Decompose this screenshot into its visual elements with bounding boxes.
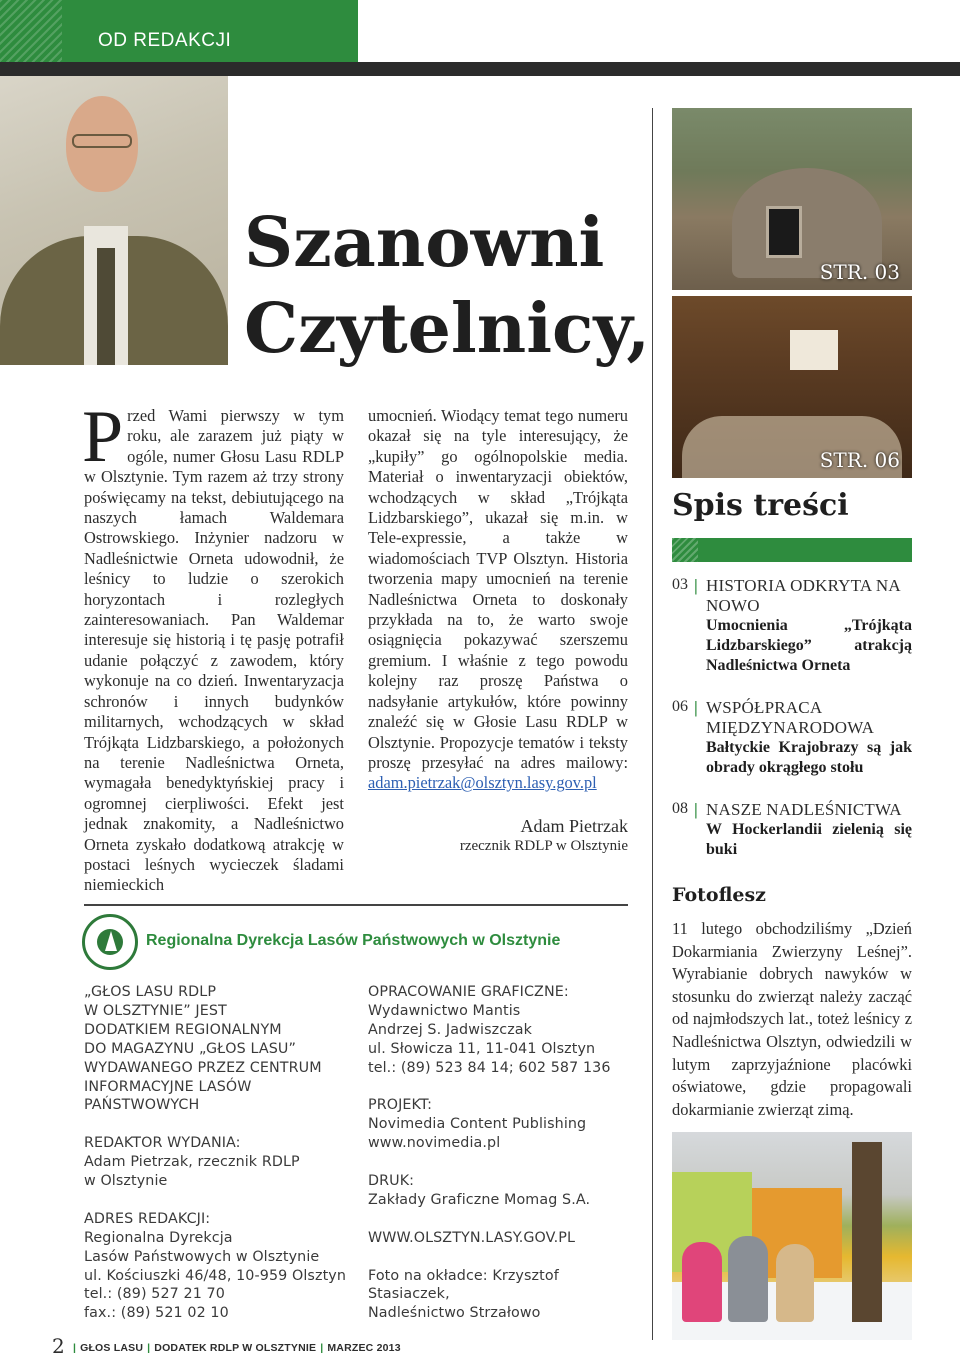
fotoflesz-text: 11 lutego obchodziliśmy „Dzień Dokarmiania Zwierzyny Leśnej”. Wyrabianie dobrych nawyków w stosunku do zwierząt należy zacząć od najmłodszych lat., toteż leśnicy z Nadleśnictwa Olsztyn, odwiedzili w lutym zaprzyjaźnione placówki oświatowe, gdzie propagowali dokarmianie zwierząt zimą.: [672, 919, 912, 1119]
toc-separator: |: [694, 576, 698, 595]
footer-magazine: GŁOS LASU: [80, 1342, 144, 1354]
toc-subtitle: Umocnienia „Trójkąta Lidzbarskiego” atrakcją Nadleśnictwa Orneta: [706, 617, 912, 674]
meeting-photo[interactable]: [672, 296, 912, 478]
hatch-decoration: [672, 538, 698, 562]
toc-separator: |: [694, 800, 698, 819]
colophon-heading: OPRACOWANIE GRAFICZNE:: [368, 984, 569, 1000]
footer-supplement: DODATEK RDLP W OLSZTYNIE: [154, 1342, 317, 1354]
colophon-line: DO MAGAZYNU „GŁOS LASU”: [84, 1040, 296, 1057]
toc-subtitle: Bałtyckie Krajobrazy są jak obrady okrągłego stołu: [706, 739, 912, 776]
child-figure: [776, 1244, 814, 1322]
toc-bar: [672, 538, 912, 562]
colophon-line: Foto na okładce: Krzysztof Stasiaczek,: [368, 1267, 559, 1303]
toc-heading: WSPÓŁPRACA MIĘDZYNARODOWA: [706, 698, 875, 737]
hatch-decoration: [0, 0, 62, 62]
colophon-line: tel.: (89) 527 21 70: [84, 1286, 225, 1303]
editor-portrait: [0, 76, 228, 365]
lasy-panstwowe-logo: [82, 914, 138, 970]
colophon-heading: ADRES REDAKCJI:: [84, 1210, 211, 1227]
colophon-line: Regionalna Dyrekcja: [84, 1229, 233, 1246]
bunker-door: [766, 206, 802, 258]
children-winter-photo[interactable]: [672, 1132, 912, 1340]
email-link[interactable]: adam.pietrzak@olsztyn.lasy.gov.pl: [368, 773, 597, 793]
toc-heading: HISTORIA ODKRYTA NA NOWO: [706, 576, 900, 615]
colophon-spacer: [368, 1078, 638, 1097]
colophon-spacer: [84, 1191, 354, 1210]
intro-column-1: [82, 396, 344, 896]
footer-date: MARZEC 2013: [327, 1342, 401, 1354]
colophon-line: w Olsztynie: [84, 1173, 168, 1190]
colophon-line: Adam Pietrzak, rzecznik RDLP: [84, 1154, 300, 1171]
portrait-tie: [97, 248, 115, 365]
intro-column-2: [368, 406, 628, 794]
header-bar: [0, 62, 960, 76]
toc-item[interactable]: [672, 576, 912, 676]
footer-separator: |: [147, 1342, 151, 1354]
toc-page-number: 08: [672, 800, 688, 817]
section-label: OD REDAKCJI: [98, 30, 232, 51]
toc-page-number: 03: [672, 576, 688, 593]
colophon-line: ul. Kościuszki 46/48, 10-959 Olsztyn: [84, 1267, 347, 1284]
page-title: [244, 200, 664, 372]
colophon-line: ul. Słowicza 11, 11-041 Olsztyn: [368, 1040, 596, 1057]
footer-separator: |: [320, 1342, 324, 1354]
colophon-left: [84, 983, 354, 1323]
colophon-heading: REDAKTOR WYDANIA:: [84, 1135, 241, 1152]
colophon-spacer: [368, 1153, 638, 1172]
fotoflesz-title: Fotoflesz: [672, 884, 766, 906]
colophon-line: Zakłady Graficzne Momag S.A.: [368, 1191, 591, 1208]
column-divider: [652, 108, 653, 1340]
colophon-line: DODATKIEM REGIONALNYM: [84, 1021, 282, 1038]
publisher-name: Regionalna Dyrekcja Lasów Państwowych w Olsztynie: [146, 932, 561, 949]
signature-role: rzecznik RDLP w Olsztynie: [459, 838, 628, 854]
footer-separator: |: [72, 1342, 77, 1354]
photo-page-label: STR. 06: [819, 448, 900, 472]
title-line-1: Szanowni: [244, 203, 605, 283]
colophon-heading: PROJEKT:: [368, 1097, 433, 1114]
bunker-photo[interactable]: [672, 108, 912, 290]
drop-cap: P: [82, 396, 124, 478]
colophon-line: Nadleśnictwo Strzałowo: [368, 1305, 541, 1322]
signature-name: Adam Pietrzak: [520, 816, 628, 836]
colophon-line: tel.: (89) 523 84 14; 602 587 136: [368, 1059, 611, 1076]
colophon-spacer: [368, 1210, 638, 1229]
colophon-line: „GŁOS LASU RDLP: [84, 984, 217, 1000]
photo-page-label: STR. 03: [819, 260, 900, 284]
colophon-spacer: [368, 1248, 638, 1267]
toc-subtitle: W Hockerlandii zielenią się buki: [706, 821, 912, 858]
portrait-glasses: [72, 134, 132, 148]
toc-item[interactable]: [672, 800, 912, 860]
colophon-line: Wydawnictwo Mantis: [368, 1002, 521, 1019]
colophon-spacer: [84, 1115, 354, 1134]
child-figure: [728, 1236, 768, 1322]
toc-item[interactable]: [672, 698, 912, 778]
tree-icon: [105, 931, 117, 951]
toc-title: Spis treści: [672, 488, 849, 523]
child-figure: [682, 1242, 722, 1322]
colophon-right: [368, 983, 638, 1323]
title-line-2: Czytelnicy,: [244, 289, 651, 369]
intro-text-1: rzed Wami pierwszy w tym roku, ale zarazem już piąty w ogóle, numer Głosu Lasu RDLP w Olsztynie. Tym razem aż trzy strony poświęcamy na tekst, debiutującego na naszych łamach Waldemara Ostrowskiego. Inżynier nadzoru w Nadleśnictwie Orneta udowodnił, że leśnicy to ludzie o szerokich horyzontach i rozległych zainteresowaniach. Pan Waldemar interesuje się historią i tę pasję potrafił udanie połączyć z zawodem, który wykonuje na co dzień. Inwentaryzacja schronów i innych budynków militarnych, wchodzących w skład Trójkąta Lidzbarskiego, a położonych na terenie Nadleśnictwa Orneta, wymagała benedyktyńskiej pracy i ogromnej cierpliwości. Efekt jest jednak znakomity, a Nadleśnictwo Orneta zyskało dodatkową atrakcję w postaci leśnych wycieczek śladami niemieckich: [84, 406, 344, 895]
projector-screen: [790, 330, 838, 370]
colophon-line: PAŃSTWOWYCH: [84, 1097, 200, 1114]
colophon-line: fax.: (89) 521 02 10: [84, 1305, 229, 1322]
page-number: 2: [52, 1334, 65, 1358]
section-divider: [84, 904, 628, 906]
website-link[interactable]: WWW.OLSZTYN.LASY.GOV.PL: [368, 1229, 576, 1246]
colophon-line: INFORMACYJNE LASÓW: [84, 1078, 252, 1095]
toc-page-number: 06: [672, 698, 688, 715]
colophon-line: Lasów Państwowych w Olsztynie: [84, 1248, 320, 1265]
toc-heading: NASZE NADLEŚNICTWA: [706, 800, 902, 819]
page-footer: [52, 1334, 401, 1358]
colophon-line: www.novimedia.pl: [368, 1135, 501, 1152]
colophon-line: W OLSZTYNIE” JEST: [84, 1002, 227, 1019]
colophon-line: Andrzej S. Jadwiszczak: [368, 1021, 533, 1038]
colophon-heading: DRUK:: [368, 1173, 415, 1190]
intro-text-2: umocnień. Wiodący temat tego numeru okazał się na tyle interesujący, że „kupiły” go ogólnopolskie media. Materiał o inwentaryzacji obiektów, wchodzących w skład „Trójkąta Lidzbarskiego”, ukazał się m.in. w Tele-expressie, a także w wiadomościach TVP Olsztyn. Historia tworzenia mapy umocnień na terenie Nadleśnictwa Orneta to doskonały przykłada na to, że warto swoje osiągnięcia pokazywać szerszemu gremium. I właśnie z tego powodu kolejny raz proszę Państwa o nadsyłanie artykułów, które powinny znaleźć się w Głosie Lasu RDLP w Olsztynie. Propozycje tematów i teksty proszę przesyłać na adres mailowy:: [368, 406, 628, 772]
colophon-line: Novimedia Content Publishing: [368, 1116, 587, 1133]
toc-separator: |: [694, 698, 698, 717]
tree-trunk: [852, 1142, 882, 1322]
colophon-line: WYDAWANEGO PRZEZ CENTRUM: [84, 1059, 322, 1076]
